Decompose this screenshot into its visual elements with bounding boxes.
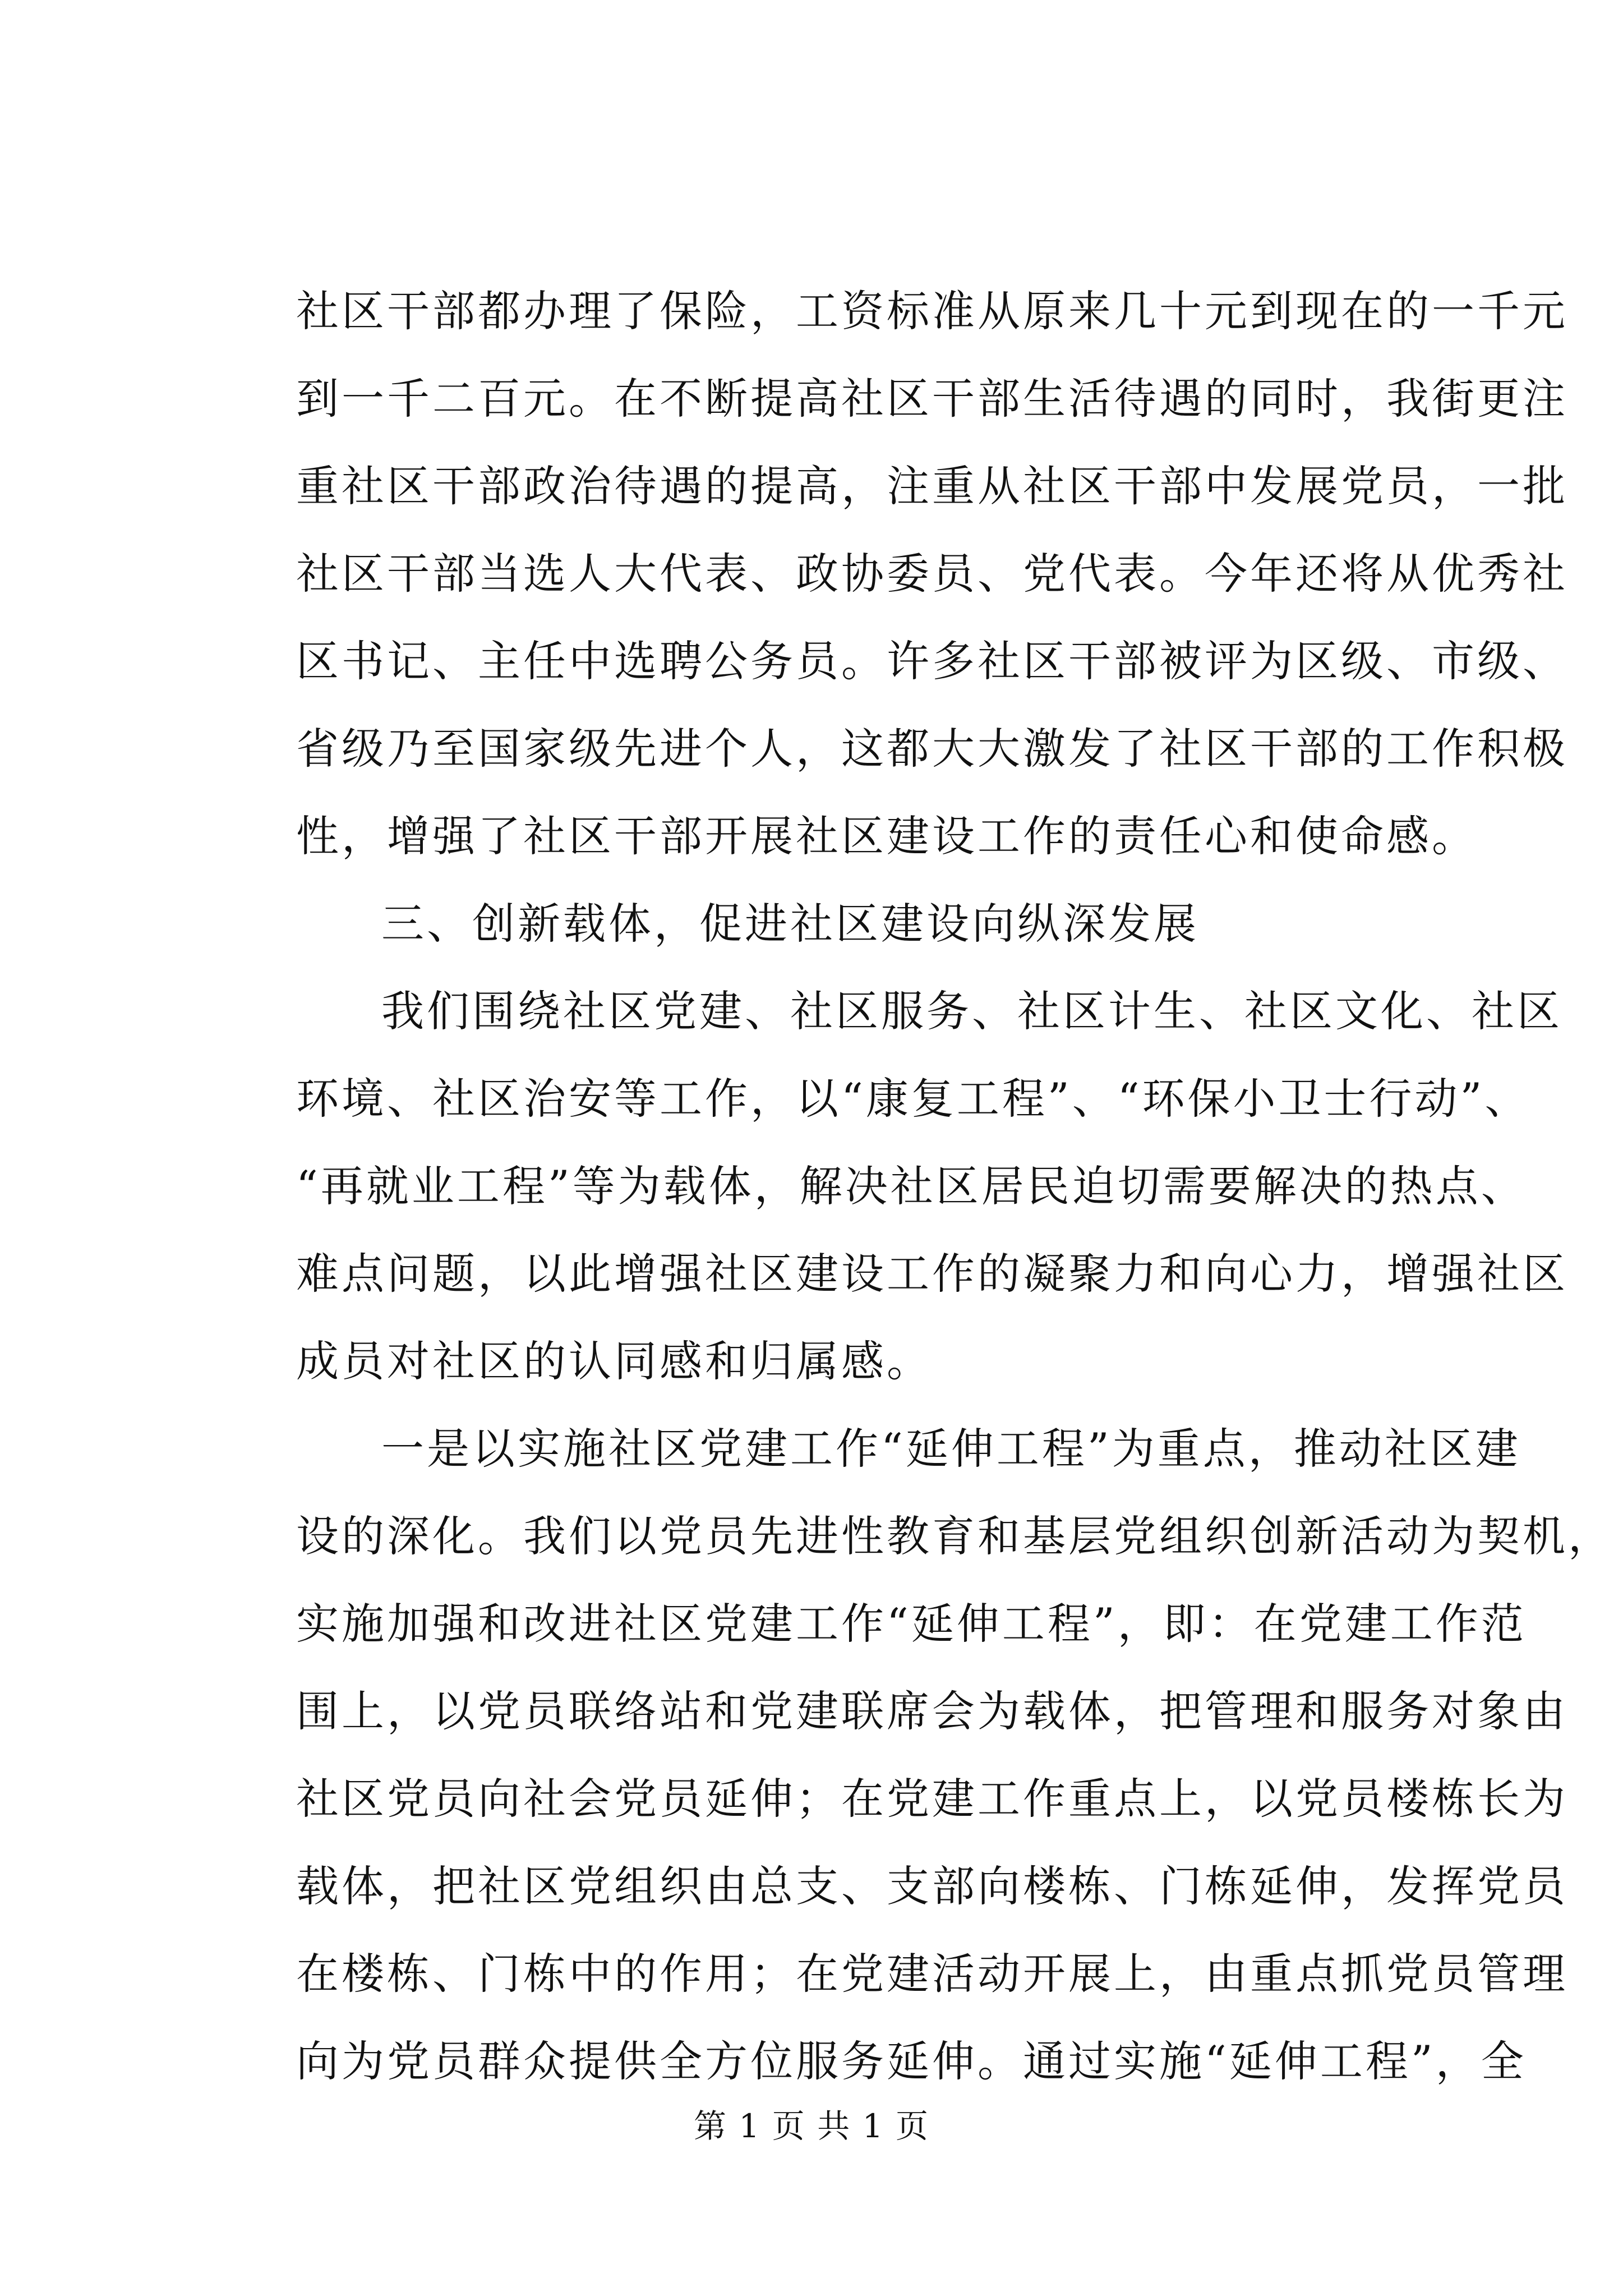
- body-line: 一是以实施社区党建工作“延伸工程”为重点，推动社区建: [381, 1424, 1521, 1474]
- body-line: 成员对社区的认同感和归属感。: [296, 1336, 932, 1386]
- body-line: 区书记、主任中选聘公务员。许多社区干部被评为区级、市级、: [296, 636, 1568, 686]
- body-line: 性，增强了社区干部开展社区建设工作的责任心和使命感。: [296, 811, 1477, 861]
- body-line: 围上，以党员联络站和党建联席会为载体，把管理和服务对象由: [296, 1686, 1568, 1736]
- body-line: 环境、社区治安等工作，以“康复工程”、“环保小卫士行动”、: [296, 1074, 1530, 1124]
- body-line: 在楼栋、门栋中的作用；在党建活动开展上，由重点抓党员管理: [296, 1949, 1568, 1999]
- body-line: 设的深化。我们以党员先进性教育和基层党组织创新活动为契机，: [296, 1511, 1613, 1561]
- body-line: 社区党员向社会党员延伸；在党建工作重点上，以党员楼栋长为: [296, 1774, 1568, 1824]
- body-line: “再就业工程”等为载体，解决社区居民迫切需要解决的热点、: [296, 1161, 1527, 1211]
- section-heading: 三、创新载体，促进社区建设向纵深发展: [381, 899, 1199, 949]
- body-line: 载体，把社区党组织由总支、支部向楼栋、门栋延伸，发挥党员: [296, 1861, 1568, 1911]
- body-line: 我们围绕社区党建、社区服务、社区计生、社区文化、社区: [381, 986, 1562, 1036]
- body-line: 向为党员群众提供全方位服务延伸。通过实施“延伸工程”，全: [296, 2036, 1527, 2086]
- body-line: 社区干部都办理了保险，工资标准从原来几十元到现在的一千元: [296, 286, 1568, 336]
- body-line: 重社区干部政治待遇的提高，注重从社区干部中发展党员，一批: [296, 461, 1568, 511]
- body-line: 社区干部当选人大代表、政协委员、党代表。今年还将从优秀社: [296, 549, 1568, 599]
- body-line: 省级乃至国家级先进个人，这都大大激发了社区干部的工作积极: [296, 724, 1568, 774]
- page-footer: 第 1 页 共 1 页: [694, 2107, 929, 2145]
- body-line: 实施加强和改进社区党建工作“延伸工程”，即：在党建工作范: [296, 1599, 1527, 1649]
- body-line: 难点问题，以此增强社区建设工作的凝聚力和向心力，增强社区: [296, 1249, 1568, 1299]
- body-line: 到一千二百元。在不断提高社区干部生活待遇的同时，我街更注: [296, 374, 1568, 424]
